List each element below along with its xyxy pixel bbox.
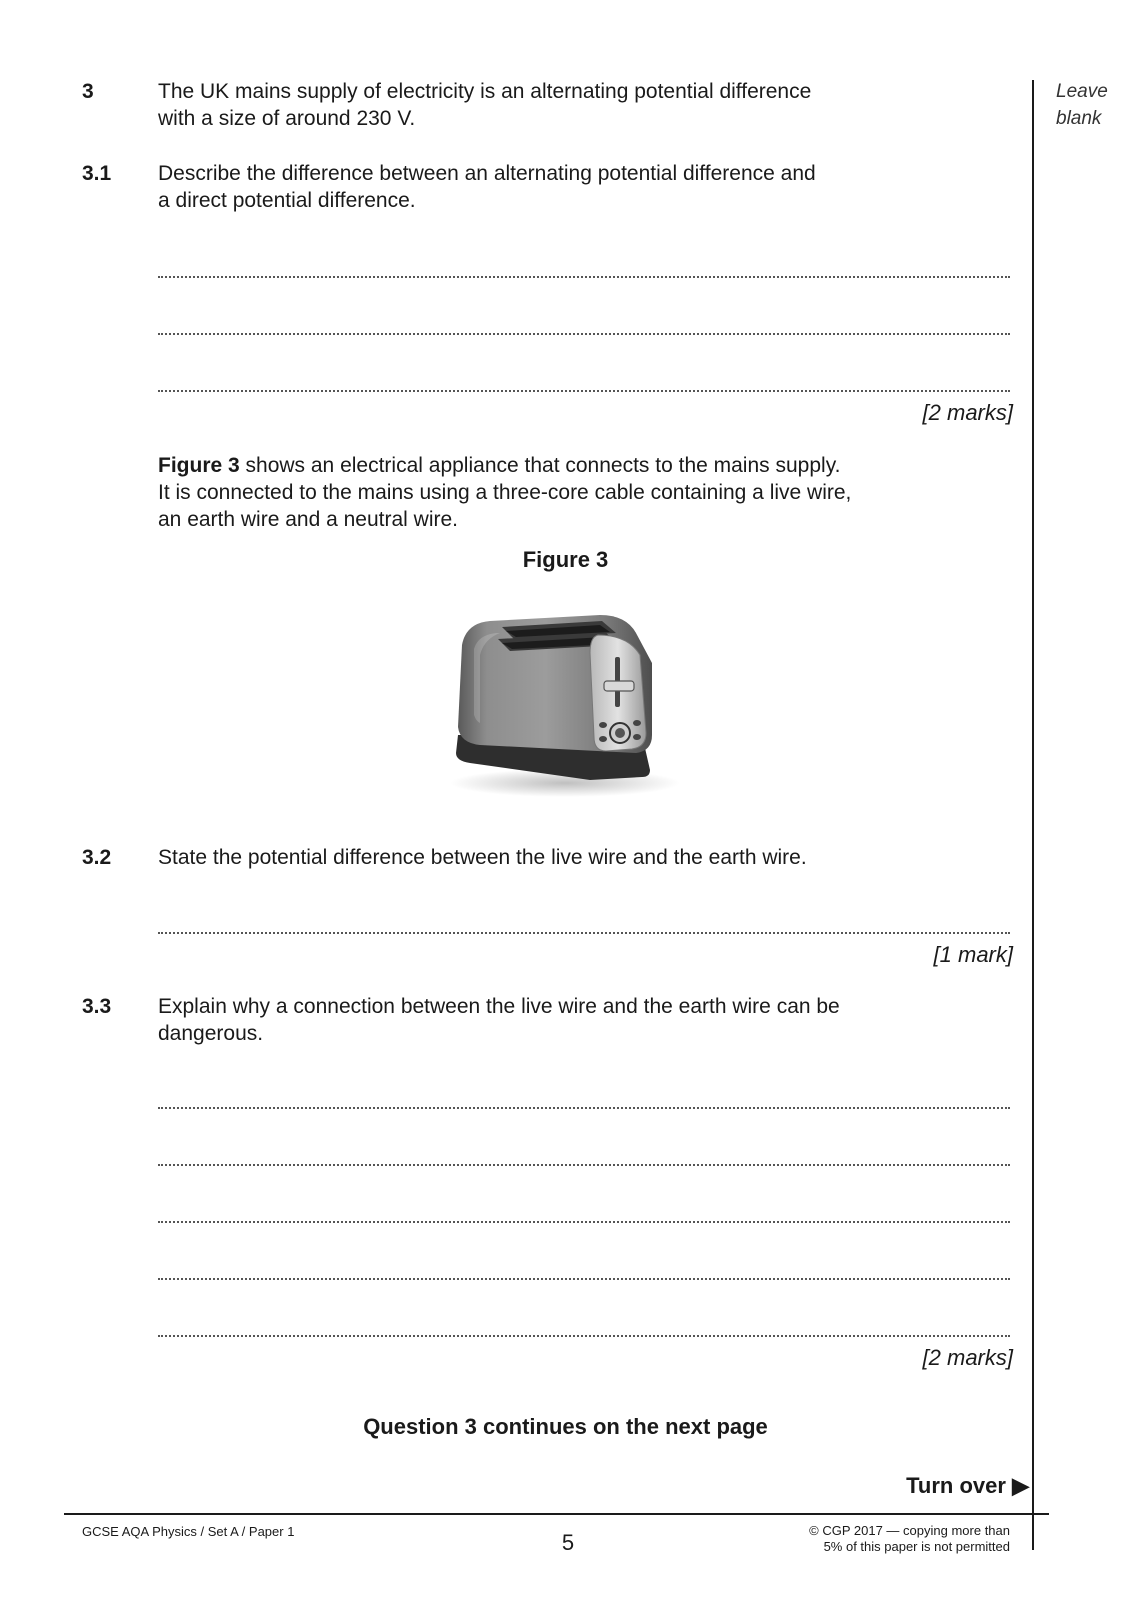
question-text: State the potential difference between the live wire and the earth wire. (158, 846, 807, 869)
answer-line[interactable] (158, 333, 1010, 335)
footer-rule (64, 1513, 1049, 1515)
question-number: 3 (82, 80, 94, 103)
figure-ref: Figure 3 (158, 454, 240, 477)
answer-line[interactable] (158, 1278, 1010, 1280)
toaster-image (440, 605, 690, 805)
question-text: The UK mains supply of electricity is an alternating potential difference with a size of around 230 V. (158, 80, 812, 130)
marks-label: [1 mark] (933, 942, 1013, 967)
footer-paper-title: GCSE AQA Physics / Set A / Paper 1 (82, 1524, 295, 1539)
answer-line[interactable] (158, 1107, 1010, 1109)
figure-title: Figure 3 (522, 547, 609, 572)
figure-intro-text: Figure 3 shows an electrical appliance that connects to the mains supply. It is connected to the mains using a three-core cable containing a live wire, an earth wire and a neutral wire. (158, 454, 852, 531)
question-text: Explain why a connection between the live wire and the earth wire can be dangerous. (158, 995, 840, 1045)
marks-label: [2 marks] (922, 400, 1013, 425)
answer-line[interactable] (158, 932, 1010, 934)
right-arrow-icon: ▶ (1012, 1473, 1029, 1498)
answer-line[interactable] (158, 1164, 1010, 1166)
answer-line[interactable] (158, 1221, 1010, 1223)
answer-line[interactable] (158, 276, 1010, 278)
question-number: 3.3 (82, 995, 112, 1018)
footer-copyright: © CGP 2017 — copying more than 5% of this paper is not permitted (809, 1523, 1010, 1554)
marks-label: [2 marks] (922, 1345, 1013, 1370)
question-number: 3.2 (82, 846, 112, 869)
question-text: Describe the difference between an alternating potential difference and a direct potential difference. (158, 162, 816, 212)
margin-line (1032, 80, 1034, 1550)
continues-note: Question 3 continues on the next page (363, 1414, 768, 1439)
answer-line[interactable] (158, 1335, 1010, 1337)
question-number: 3.1 (82, 162, 112, 185)
page-number: 5 (561, 1530, 575, 1555)
leave-blank-label: Leave blank (1056, 81, 1108, 129)
answer-line[interactable] (158, 390, 1010, 392)
turn-over: Turn over ▶ (906, 1473, 1029, 1498)
